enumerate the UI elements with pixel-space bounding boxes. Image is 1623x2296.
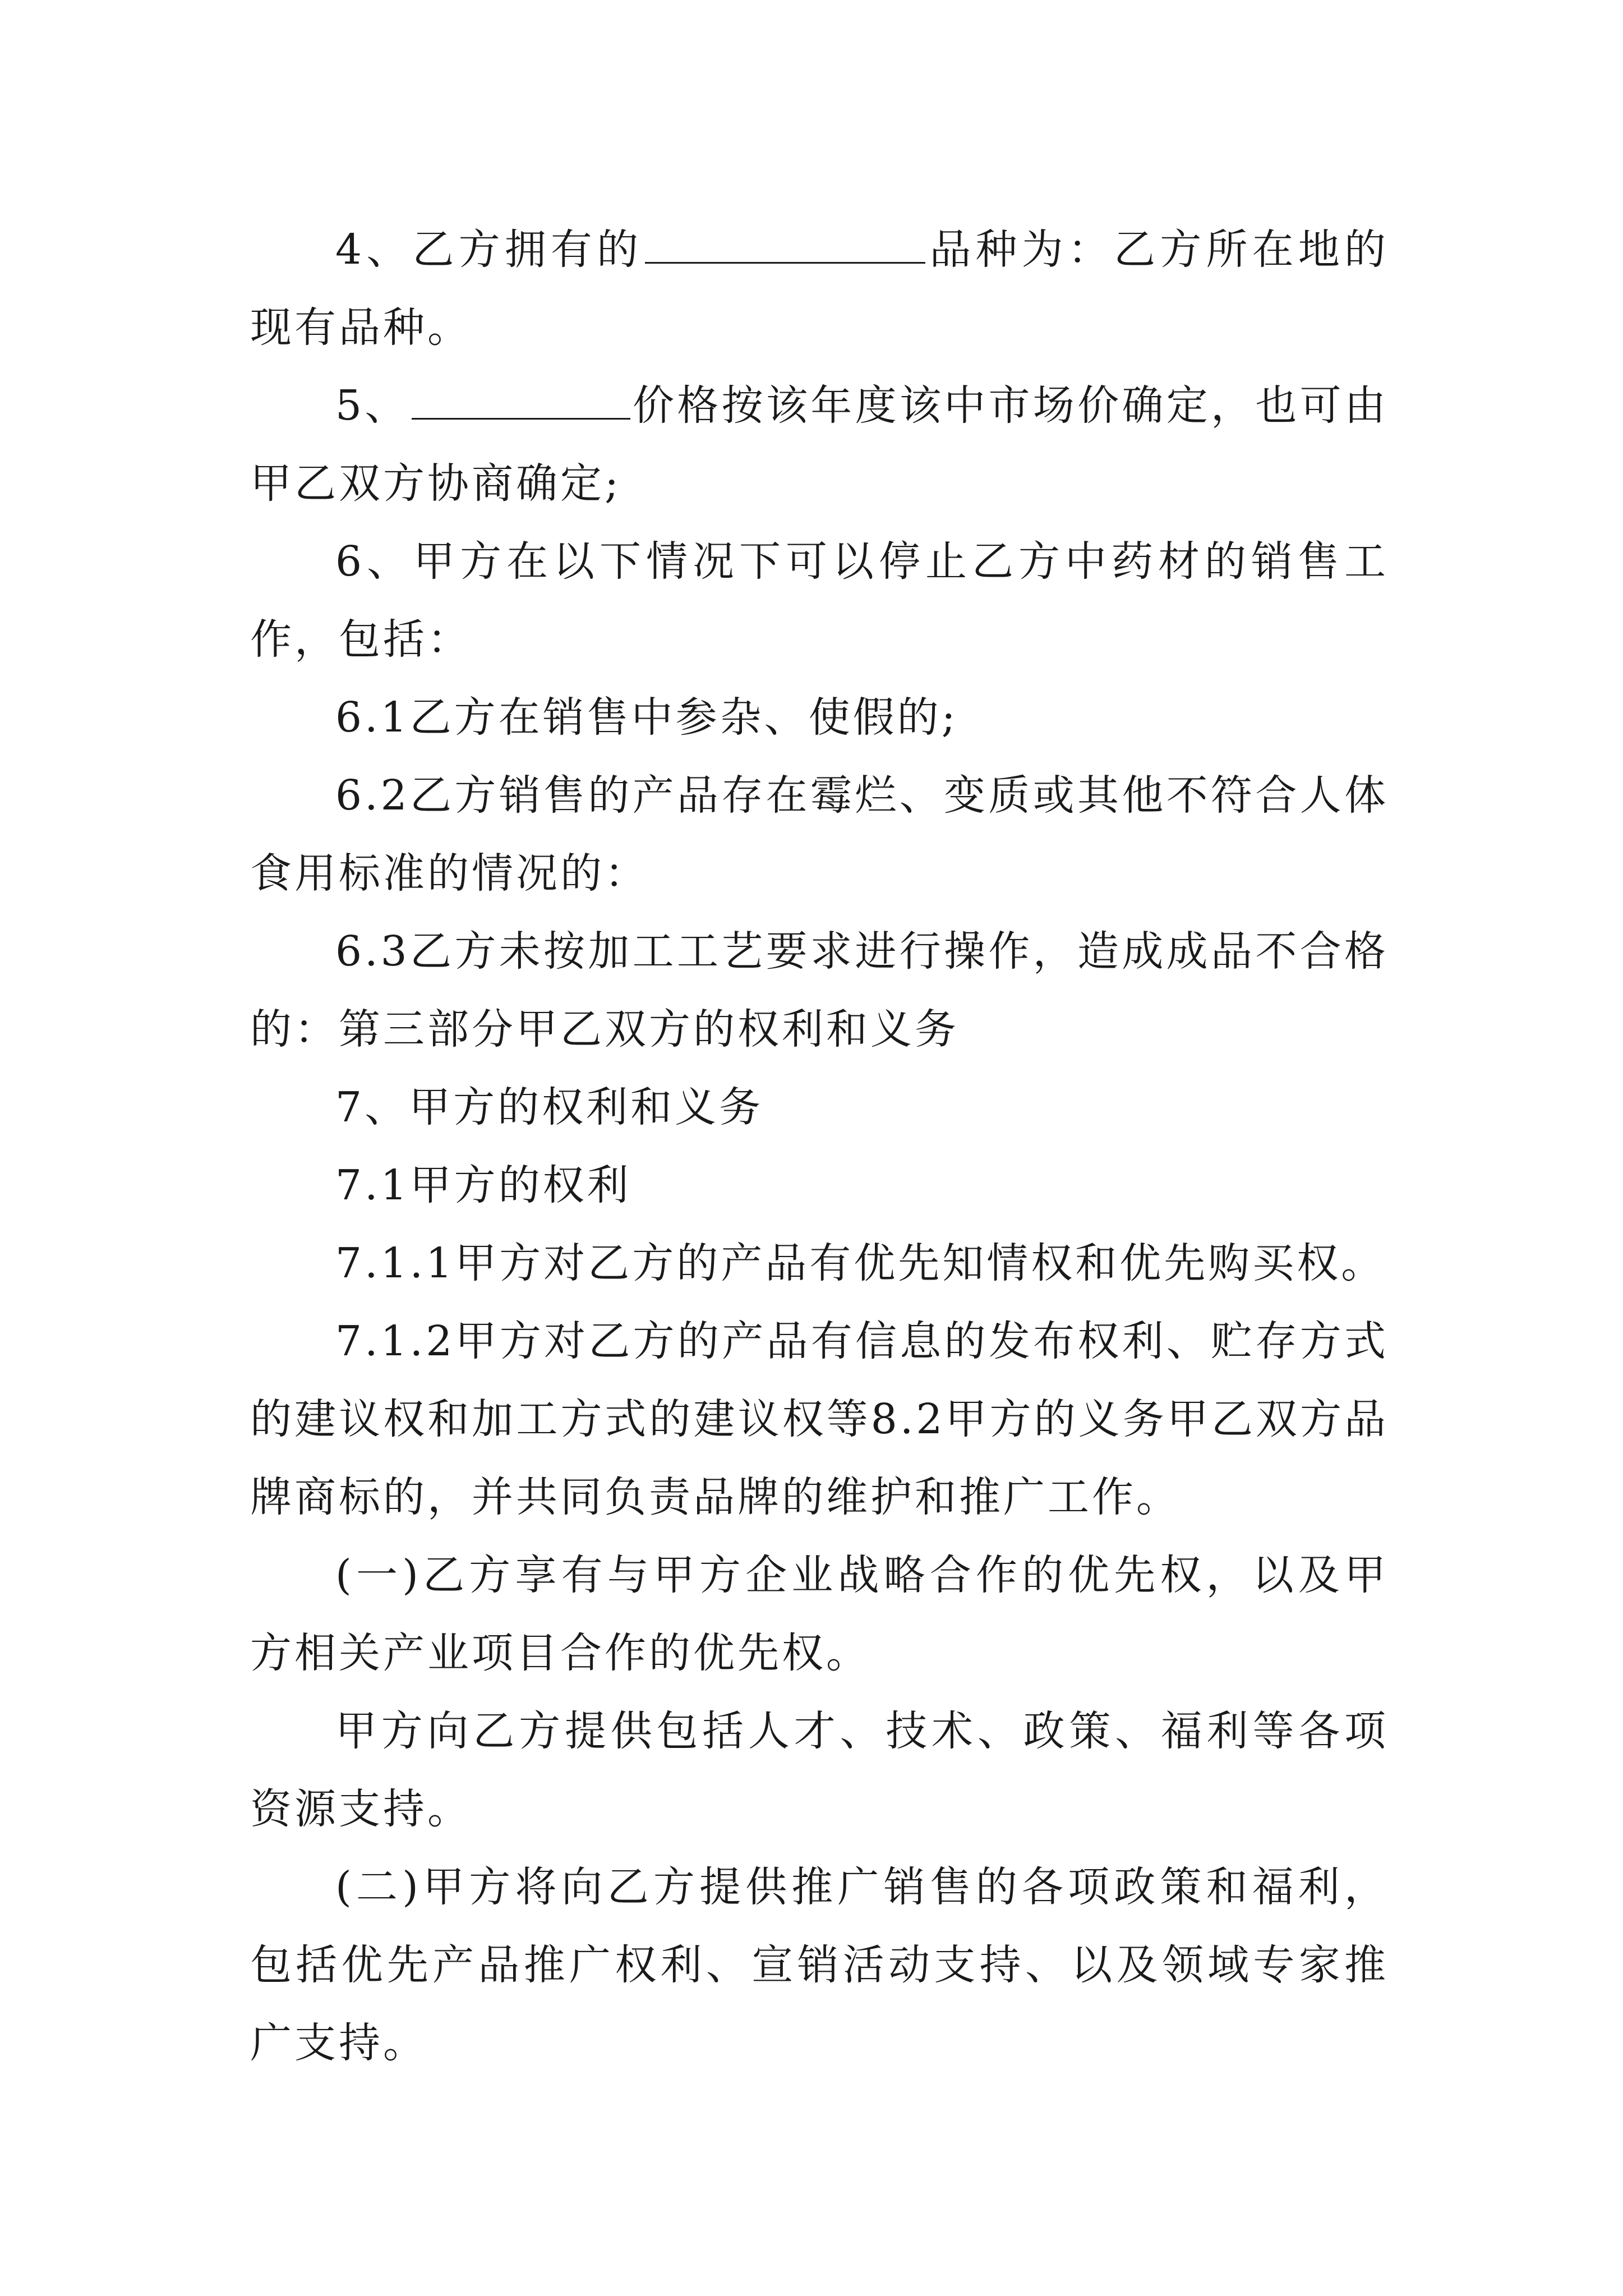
- paragraph-7-1: 7.1甲方的权利: [335, 1161, 631, 1209]
- paragraph-6: 6、甲方在以下情况下可以停止乙方中药材的销售工作，包括：: [250, 537, 1389, 664]
- paragraph-7-1-1: 7.1.1甲方对乙方的产品有优先知情权和优先购买权。: [335, 1239, 1386, 1287]
- paragraph-6-3: 6.3乙方未按加工工艺要求进行操作，造成成品不合格的：第三部分甲乙双方的权利和义务: [250, 927, 1389, 1053]
- paragraph-6-1: 6.1乙方在销售中参杂、使假的;: [335, 693, 958, 742]
- paragraph-4: [250, 211, 1389, 367]
- document-body: [250, 211, 1389, 2082]
- paragraph-resource-support: 甲方向乙方提供包括人才、技术、政策、福利等各项资源支持。: [250, 1707, 1389, 1833]
- paragraph-4-end: 品种为：乙方所在地的现有品种。: [250, 226, 1389, 352]
- fill-in-blank: [412, 384, 630, 420]
- paragraph-4-start: 4、乙方拥有的: [335, 226, 643, 274]
- paragraph-7: 7、甲方的权利和义务: [335, 1083, 764, 1131]
- fill-in-blank: [645, 228, 925, 264]
- paragraph-item-1: (一)乙方享有与甲方企业战略合作的优先权，以及甲方相关产业项目合作的优先权。: [250, 1551, 1389, 1677]
- paragraph-6-2: 6.2乙方销售的产品存在霉烂、变质或其他不符合人体食用标准的情况的：: [250, 771, 1389, 898]
- paragraph-5-end: 价格按该年度该中市场价确定，也可由甲乙双方协商确定;: [250, 381, 1389, 508]
- paragraph-item-2: (二)甲方将向乙方提供推广销售的各项政策和福利，包括优先产品推广权利、宣销活动支持、以及领域专家推广支持。: [250, 1863, 1389, 2067]
- paragraph-5-start: 5、: [335, 381, 409, 430]
- paragraph-7-1-2: 7.1.2甲方对乙方的产品有信息的发布权利、贮存方式的建议权和加工方式的建议权等8.2甲方的义务甲乙双方品牌商标的，并共同负责品牌的维护和推广工作。: [250, 1317, 1389, 1521]
- paragraph-5: [250, 367, 1389, 523]
